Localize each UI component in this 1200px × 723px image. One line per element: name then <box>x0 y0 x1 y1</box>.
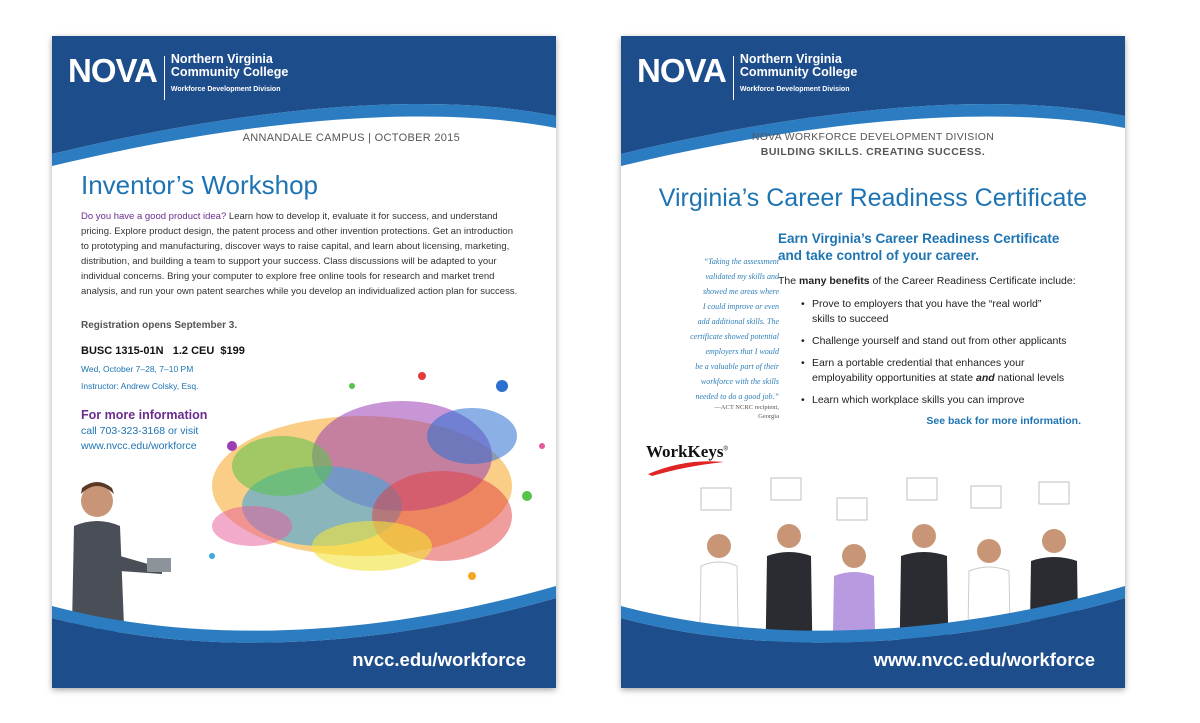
logo-name-line2: Community College <box>170 65 289 79</box>
description <box>81 209 521 299</box>
footer-banner <box>621 578 1125 688</box>
tagline: BUILDING SKILLS. CREATING SUCCESS. <box>760 146 986 158</box>
flyer-career-readiness <box>621 36 1125 688</box>
earn-heading: Earn Virginia’s Career Readiness Certificate and take control of your career. <box>778 231 1060 263</box>
logo-division: Workforce Development Division <box>170 86 281 93</box>
nova-logo <box>68 53 288 100</box>
workkeys-swoosh <box>646 460 726 476</box>
logo-name-line2: Community College <box>739 65 858 79</box>
page-title: Inventor’s Workshop <box>81 170 319 200</box>
nova-logo <box>637 53 857 100</box>
footer-url[interactable]: www.nvcc.edu/workforce <box>873 649 1095 670</box>
registration-note: Registration opens September 3. <box>81 320 238 331</box>
intro-body: Learn how to develop it, evaluate it for success, and understand pricing. Explore product design, the patent process and other invention protections. Get an introduction to prototyping and manufacturing, discover ways to raise capital, and learn about licensing, marketing, distribution, and building a team to support your success. Class discussions will be adapted to your individual concerns. Bring your computer to explore free online tools for research and market trend analysis, and run your own patent searches while you develop an individualized action plan for success. <box>81 211 518 297</box>
logo-wordmark: NOVA <box>68 52 157 89</box>
testimonial-quote: “Taking the assessment validated my skills and showed me areas where I could improve or even add additional skills. The certificate showed potential employers that I would be a valuable part of their workforce with the skills needed to do a good job.” <box>690 257 779 401</box>
see-back-note: See back for more information. <box>926 415 1081 427</box>
page-title: Virginia’s Career Readiness Certificate <box>658 184 1088 212</box>
header-banner <box>621 36 1125 206</box>
flyer-inventors-workshop <box>52 36 556 688</box>
footer-banner <box>52 578 556 688</box>
workkeys-logo: WorkKeys® <box>646 442 728 476</box>
footer-url[interactable]: nvcc.edu/workforce <box>352 649 526 670</box>
logo-division: Workforce Development Division <box>739 86 850 93</box>
more-info-heading: For more information <box>81 408 208 422</box>
logo-name-line1: Northern Virginia <box>170 52 273 66</box>
footer-wave <box>52 578 556 688</box>
campus-date: ANNANDALE CAMPUS | OCTOBER 2015 <box>242 132 460 144</box>
list-item: • Prove to employers that you have the “real world” skills to succeed <box>801 297 1101 327</box>
footer-wave <box>621 578 1125 688</box>
instructor: Instructor: Andrew Colsky, Esq. <box>81 381 199 391</box>
paint-splash-image <box>172 346 556 606</box>
list-item: • Challenge yourself and stand out from other applicants <box>801 334 1101 349</box>
logo-divider <box>733 56 734 100</box>
intro-question: Do you have a good product idea? <box>81 211 227 222</box>
benefits-list <box>801 297 1101 415</box>
benefits-intro: The many benefits of the Career Readiness Certificate include: <box>778 275 1076 287</box>
more-info-phone: call 703-323-3168 or visit <box>81 425 199 437</box>
list-item: • Learn which workplace skills you can improve <box>801 393 1101 408</box>
course-info: BUSC 1315-01N 1.2 CEU $199 <box>81 345 245 357</box>
logo-divider <box>164 56 165 100</box>
list-item: • Earn a portable credential that enhances your employability opportunities at state and national levels <box>801 356 1101 386</box>
quote-attribution: —ACT NCRC recipient, Georgia <box>714 404 779 420</box>
division-label: NOVA WORKFORCE DEVELOPMENT DIVISION <box>751 131 995 143</box>
course-dates: Wed, October 7–28, 7–10 PM <box>81 364 194 374</box>
logo-name-line1: Northern Virginia <box>739 52 842 66</box>
logo-wordmark: NOVA <box>637 52 726 89</box>
more-info-link[interactable]: www.nvcc.edu/workforce <box>81 440 197 452</box>
